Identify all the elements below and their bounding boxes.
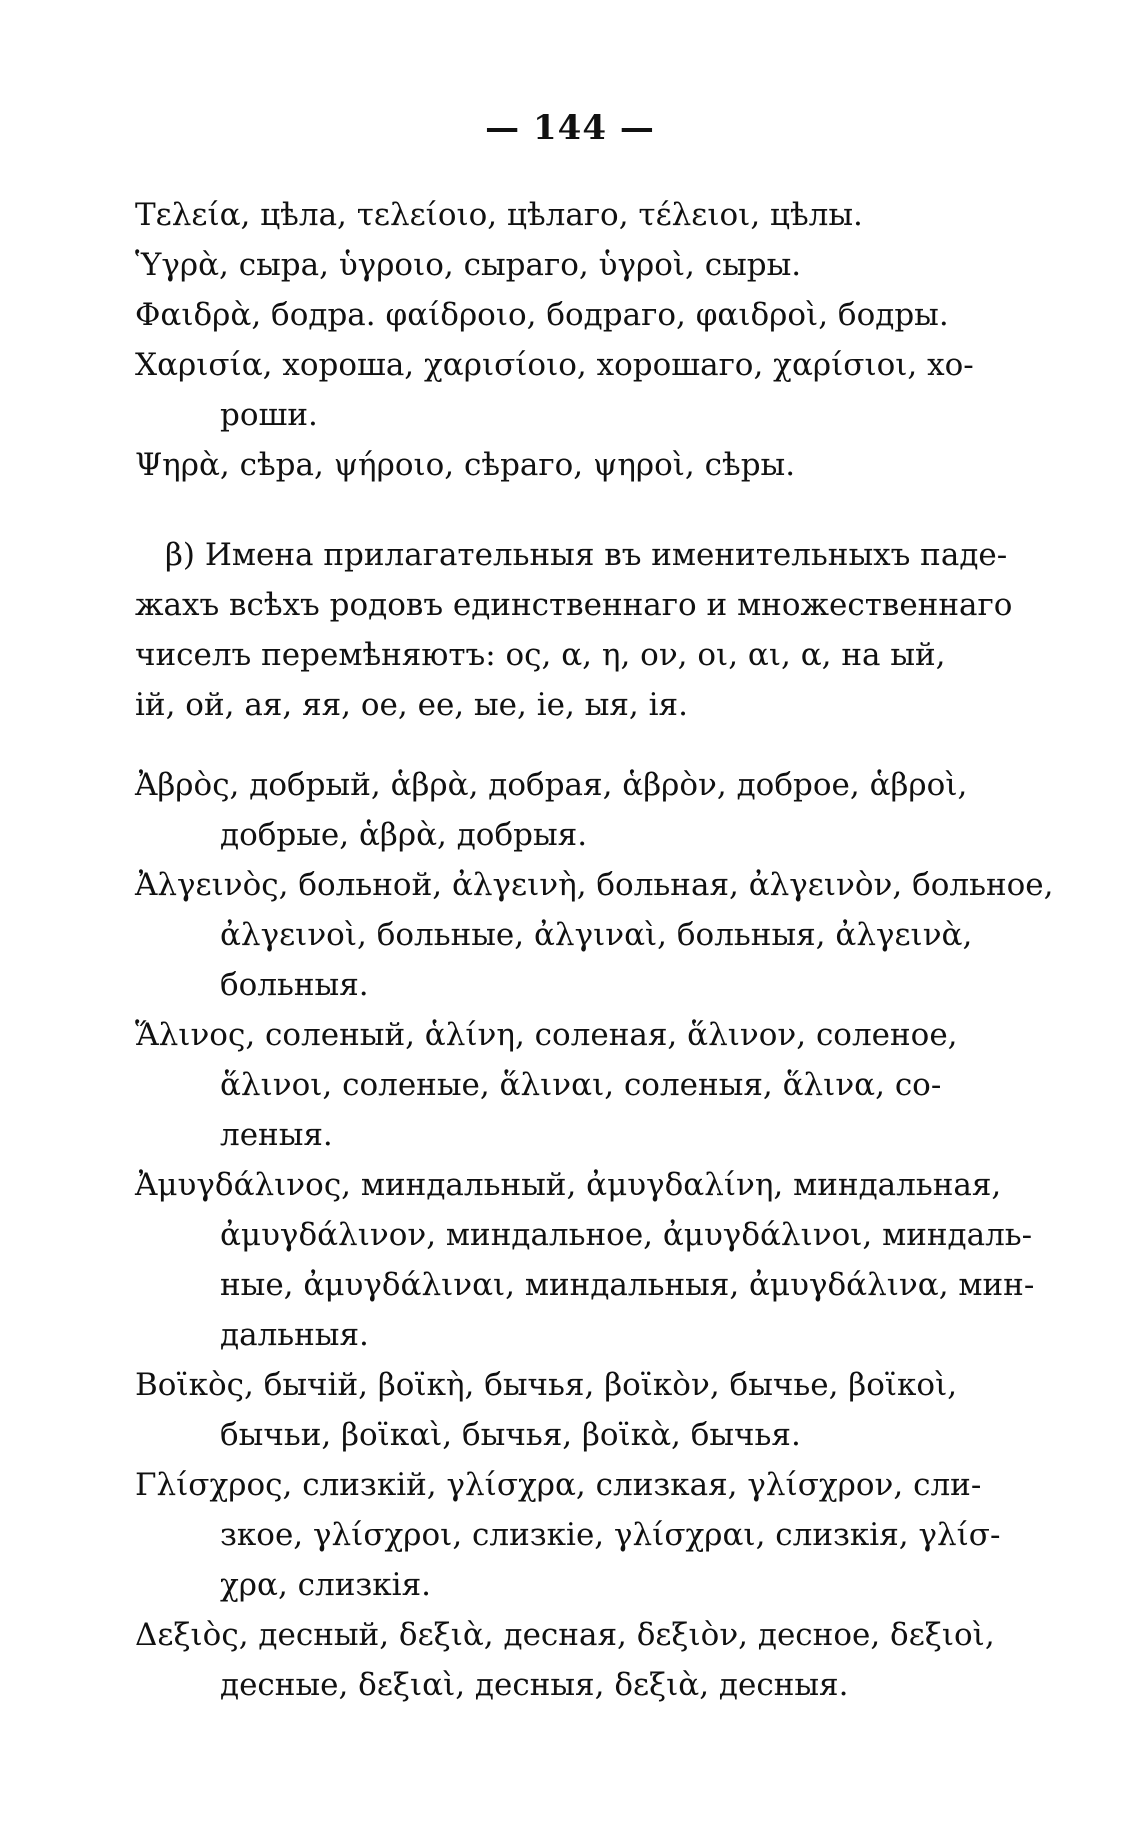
text-line: десные, δεξιαὶ, десныя, δεξιὰ, десныя. xyxy=(220,1667,849,1703)
text-line: Ἀλγεινὸς, больной, ἀλγεινὴ, больная, ἀλγεινὸν, больное, xyxy=(135,867,1054,903)
text-line: зкое, γλίσχροι, слизкіе, γλίσχραι, слизкія, γλίσ- xyxy=(220,1517,1001,1553)
adjective-entries xyxy=(135,760,1095,1710)
text-line: Ἅλινος, соленый, ἁλίνη, соленая, ἅλινον, соленое, xyxy=(135,1017,958,1053)
text-line: леныя. xyxy=(220,1117,333,1153)
text-line: жахъ всѣхъ родовъ единственнаго и множественнаго xyxy=(135,587,1013,623)
text-line: больныя. xyxy=(220,967,369,1003)
page-number: — 144 — xyxy=(485,108,655,148)
text-line: ἀμυγδάλινον, миндальное, ἀμυγδάλινοι, миндаль- xyxy=(220,1217,1033,1253)
entry-amygdalinos xyxy=(135,1160,1095,1360)
top-word-list xyxy=(135,190,1095,490)
paragraph-beta xyxy=(135,530,1095,730)
text-line: Δεξιὸς, десный, δεξιὰ, десная, δεξιὸν, десное, δεξιοὶ, xyxy=(135,1617,995,1653)
text-line: Ἀβρὸς, добрый, ἁβρὰ, добрая, ἁβρὸν, доброе, ἁβροὶ, xyxy=(135,767,968,803)
text-line: бычьи, βοϊκαὶ, бычья, βοϊκὰ, бычья. xyxy=(220,1417,801,1453)
entry-glischros xyxy=(135,1460,1095,1610)
text-line: ій, ой, ая, яя, ое, ее, ые, іе, ыя, ія. xyxy=(135,687,688,723)
text-line: ные, ἀμυγδάλιναι, миндальныя, ἀμυγδάλινα, мин- xyxy=(220,1267,1035,1303)
text-line: роши. xyxy=(220,397,318,433)
text-line: чиселъ перемѣняютъ: ος, α, η, ον, οι, αι, α, на ый, xyxy=(135,637,946,673)
entry-dexios xyxy=(135,1610,1095,1710)
text-line: Γλίσχρος, слизкій, γλίσχρα, слизкая, γλίσχρον, сли- xyxy=(135,1467,982,1503)
text-line: Χαρισία, хороша, χαρισίοιο, хорошаго, χαρίσιοι, хо- xyxy=(135,347,974,383)
entry-alinos xyxy=(135,1010,1095,1160)
text-line: Ἀμυγδάλινος, миндальный, ἀμυγδαλίνη, миндальная, xyxy=(135,1167,1002,1203)
entry-boikos xyxy=(135,1360,1095,1460)
text-line: Τελεία, цѣла, τελείοιο, цѣлаго, τέλειοι, цѣлы. xyxy=(135,197,863,233)
page-body xyxy=(135,190,1095,1710)
text-line: Βοϊκὸς, бычій, βοϊκὴ, бычья, βοϊκὸν, бычье, βοϊκοὶ, xyxy=(135,1367,958,1403)
text-line: добрые, ἁβρὰ, добрыя. xyxy=(220,817,588,853)
text-line: дальныя. xyxy=(220,1317,369,1353)
text-line: χρα, слизкія. xyxy=(220,1567,431,1603)
entry-algeinos xyxy=(135,860,1095,1010)
text-line: ἀλγεινοὶ, больные, ἀλγιναὶ, больныя, ἀλγεινὰ, xyxy=(220,917,973,953)
text-line: ἅλινοι, соленые, ἅλιναι, соленыя, ἅλινα, со- xyxy=(220,1067,942,1103)
text-line: Ὑγρὰ, сыра, ὑγροιο, сыраго, ὑγροὶ, сыры. xyxy=(135,247,802,283)
text-line: Φαιδρὰ, бодра. φαίδροιο, бодраго, φαιδροὶ, бодры. xyxy=(135,297,949,333)
text-line: β) Имена прилагательныя въ именительныхъ паде- xyxy=(165,537,1008,573)
text-line: Ψηρὰ, сѣра, ψήροιο, сѣраго, ψηροὶ, сѣры. xyxy=(135,447,796,483)
entry-abros xyxy=(135,760,1095,860)
